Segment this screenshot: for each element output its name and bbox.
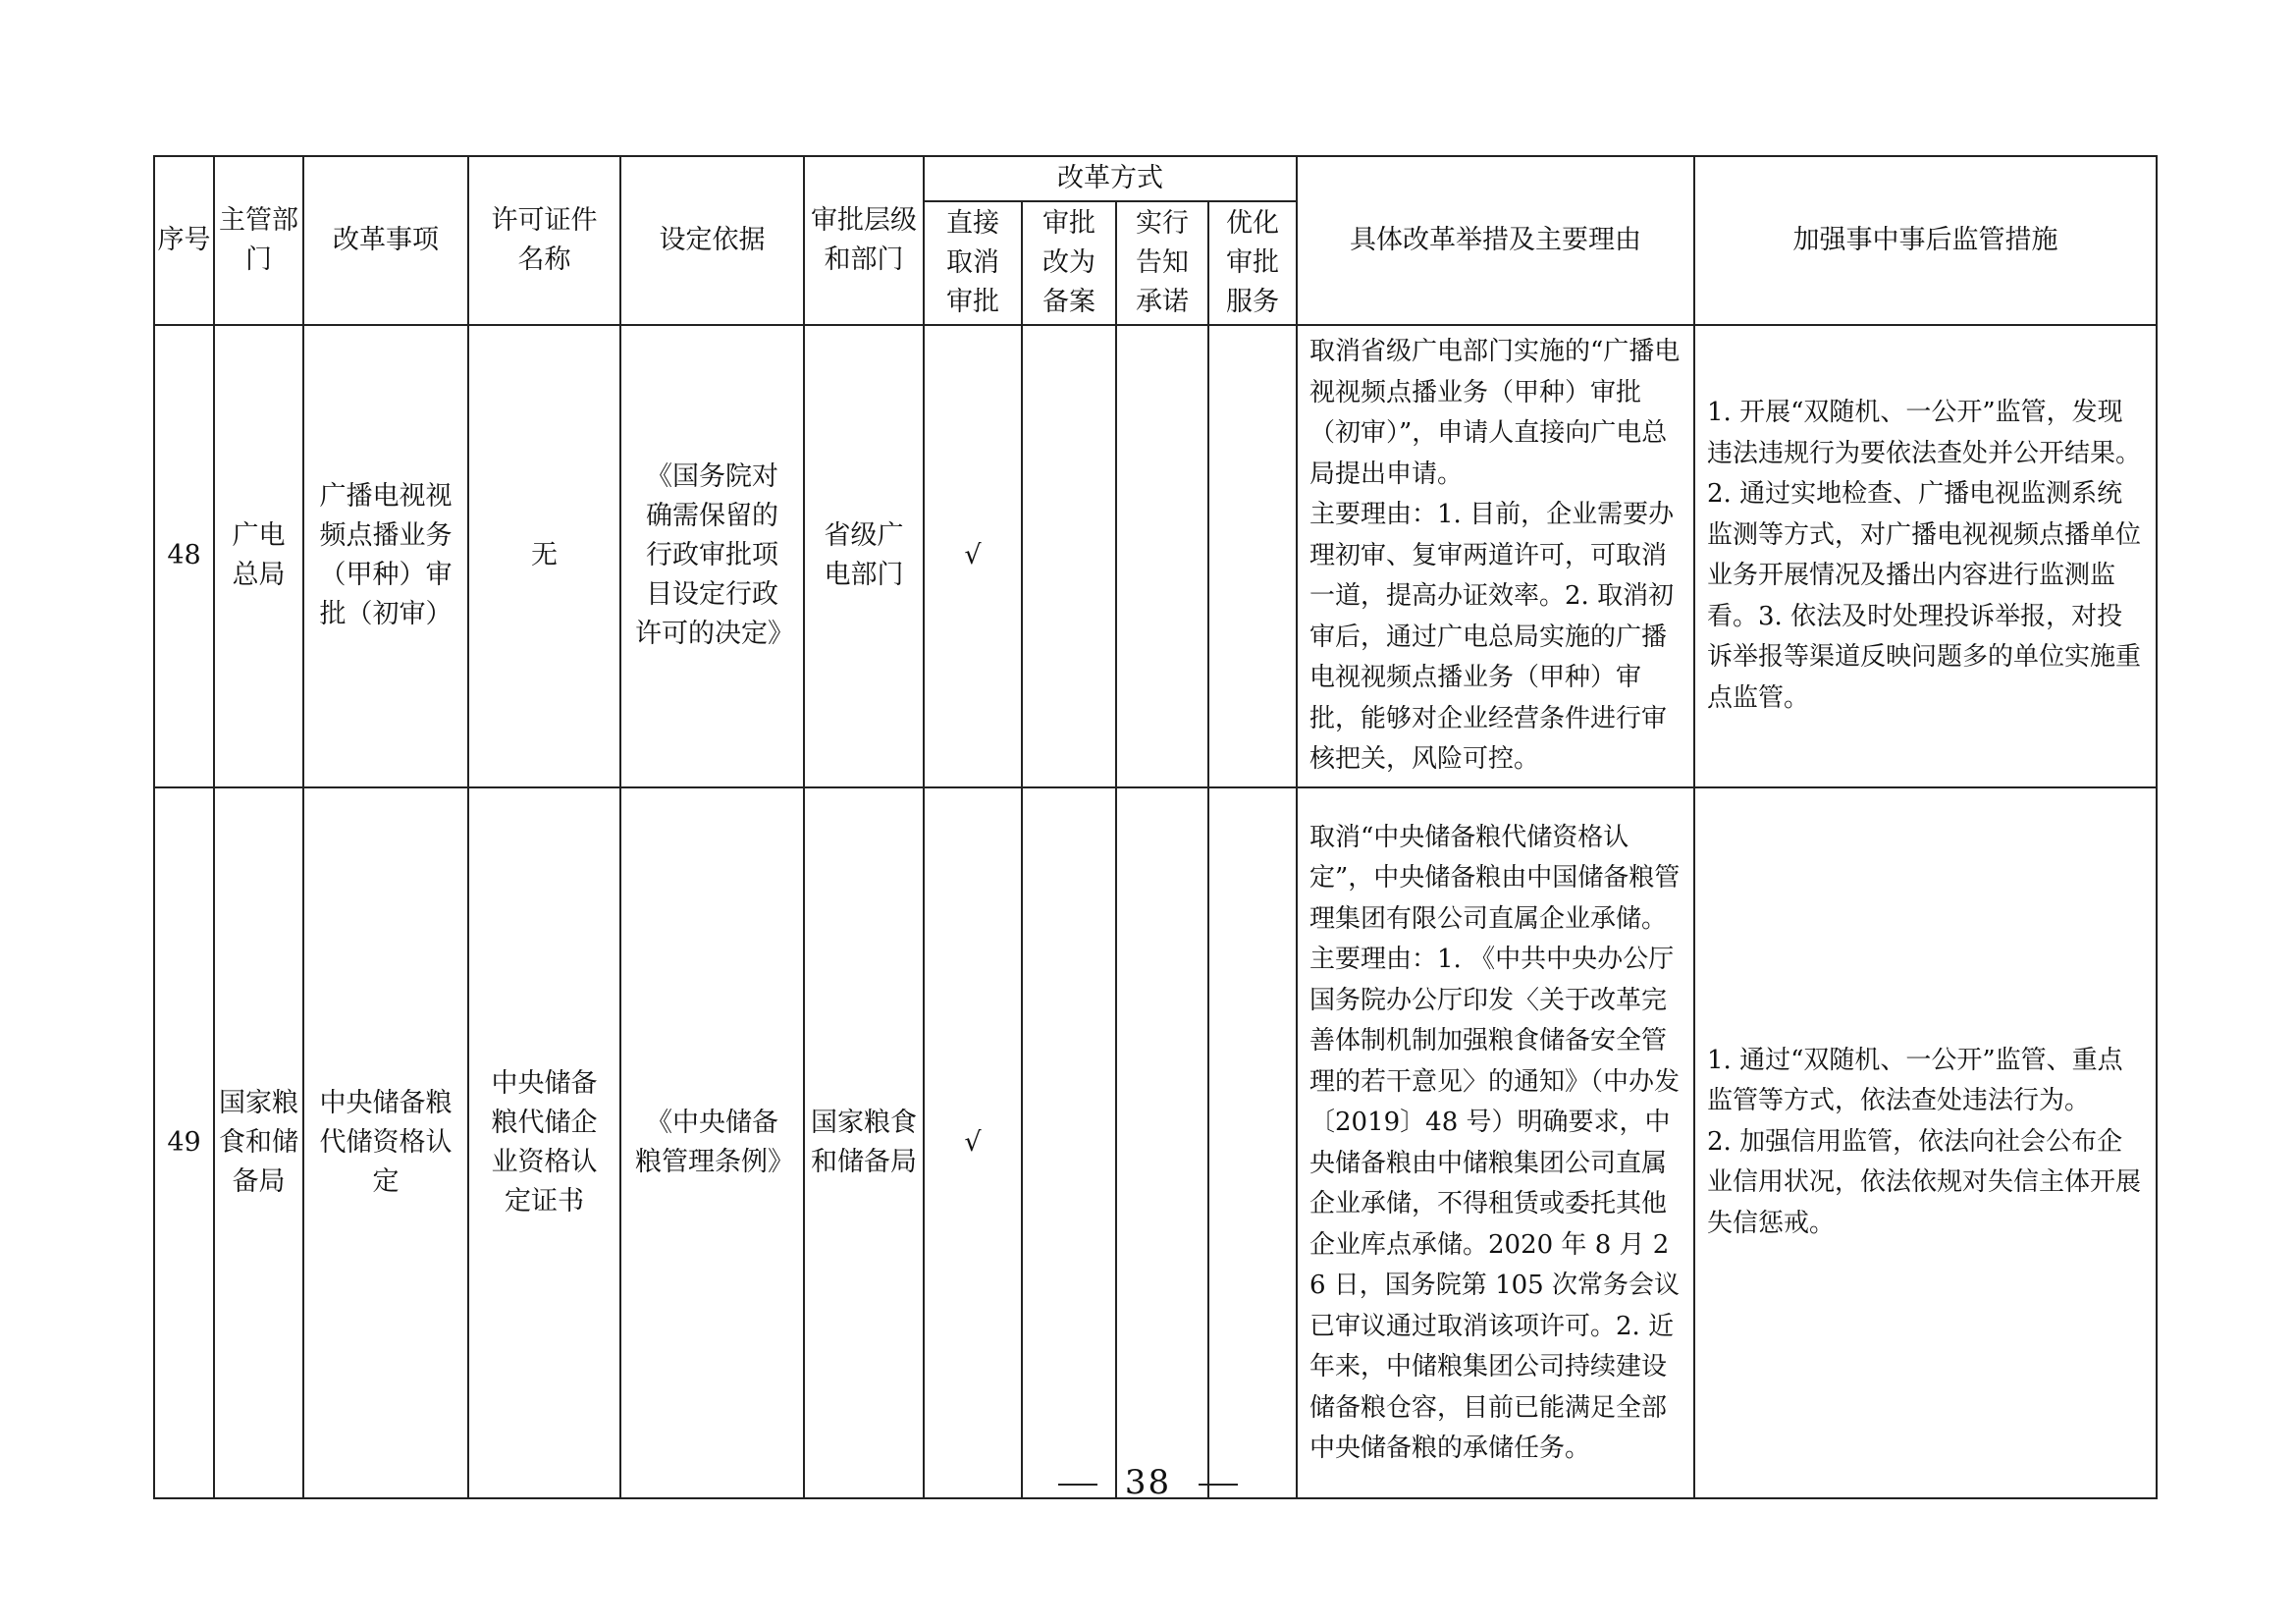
header-basis: 设定依据	[620, 156, 804, 325]
header-dept: 主管部门	[214, 156, 303, 325]
row-level: 省级广电部门	[804, 325, 924, 787]
row-dept: 广电总局	[214, 325, 303, 787]
header-mode-optimize: 优化审批服务	[1208, 201, 1297, 325]
dash-right	[1199, 1484, 1238, 1486]
page-number-text: 38	[1124, 1463, 1172, 1502]
reform-table	[153, 155, 2158, 1499]
row-level: 国家粮食和储备局	[804, 787, 924, 1498]
row-mode-cancel-check: √	[924, 787, 1022, 1498]
row-mode-optimize	[1208, 325, 1297, 787]
page-number	[0, 1463, 2296, 1502]
row-seq: 48	[154, 325, 214, 787]
row-mode-optimize	[1208, 787, 1297, 1498]
row-item: 广播电视视频点播业务（甲种）审批（初审）	[303, 325, 468, 787]
row-reason: 取消省级广电部门实施的“广播电视视频点播业务（甲种）审批（初审）”，申请人直接向广电总局提出申请。 主要理由：1. 目前，企业需要办理初审、复审两道许可，可取消一道，提高办证效率。2. 取消初审后，通过广电总局实施的广播电视视频点播业务（甲种）审批，能够对企业经营条件进行审核把关，风险可控。	[1297, 325, 1694, 787]
row-item: 中央储备粮代储资格认定	[303, 787, 468, 1498]
header-license: 许可证件名称	[468, 156, 620, 325]
header-reason: 具体改革举措及主要理由	[1297, 156, 1694, 325]
row-reason: 取消“中央储备粮代储资格认定”，中央储备粮由中国储备粮管理集团有限公司直属企业承储。 主要理由：1. 《中共中央办公厅国务院办公厅印发〈关于改革完善体制机制加强粮食储备安全管理的若干意见〉的通知》（中办发〔2019〕48 号）明确要求，中央储备粮由中储粮集团公司直属企业承储，不得租赁或委托其他企业库点承储。2020 年 8 月 26 日，国务院第 105 次常务会议已审议通过取消该项许可。2. 近年来，中储粮集团公司持续建设储备粮仓容，目前已能满足全部中央储备粮的承储任务。	[1297, 787, 1694, 1498]
table-row	[154, 325, 2157, 787]
header-item: 改革事项	[303, 156, 468, 325]
row-mode-record	[1022, 325, 1116, 787]
row-mode-notify	[1116, 325, 1208, 787]
header-mode-cancel: 直接取消审批	[924, 201, 1022, 325]
dash-left	[1058, 1484, 1097, 1486]
row-measure: 1. 开展“双随机、一公开”监管，发现违法违规行为要依法查处并公开结果。2. 通过实地检查、广播电视监测系统监测等方式，对广播电视视频点播单位业务开展情况及播出内容进行监测监看。3. 依法及时处理投诉举报，对投诉举报等渠道反映问题多的单位实施重点监管。	[1694, 325, 2157, 787]
row-mode-notify	[1116, 787, 1208, 1498]
row-dept: 国家粮食和储备局	[214, 787, 303, 1498]
header-mode-record: 审批改为备案	[1022, 201, 1116, 325]
row-basis: 《中央储备粮管理条例》	[620, 787, 804, 1498]
header-mode-notify: 实行告知承诺	[1116, 201, 1208, 325]
header-measure: 加强事中事后监管措施	[1694, 156, 2157, 325]
header-level: 审批层级和部门	[804, 156, 924, 325]
row-seq: 49	[154, 787, 214, 1498]
row-mode-record	[1022, 787, 1116, 1498]
header-mode-group: 改革方式	[924, 156, 1297, 201]
table-row	[154, 787, 2157, 1498]
row-license: 无	[468, 325, 620, 787]
row-license: 中央储备粮代储企业资格认定证书	[468, 787, 620, 1498]
row-basis: 《国务院对确需保留的行政审批项目设定行政许可的决定》	[620, 325, 804, 787]
row-mode-cancel-check: √	[924, 325, 1022, 787]
header-seq: 序号	[154, 156, 214, 325]
row-measure: 1. 通过“双随机、一公开”监管、重点监管等方式，依法查处违法行为。 2. 加强信用监管，依法向社会公布企业信用状况，依法依规对失信主体开展失信惩戒。	[1694, 787, 2157, 1498]
